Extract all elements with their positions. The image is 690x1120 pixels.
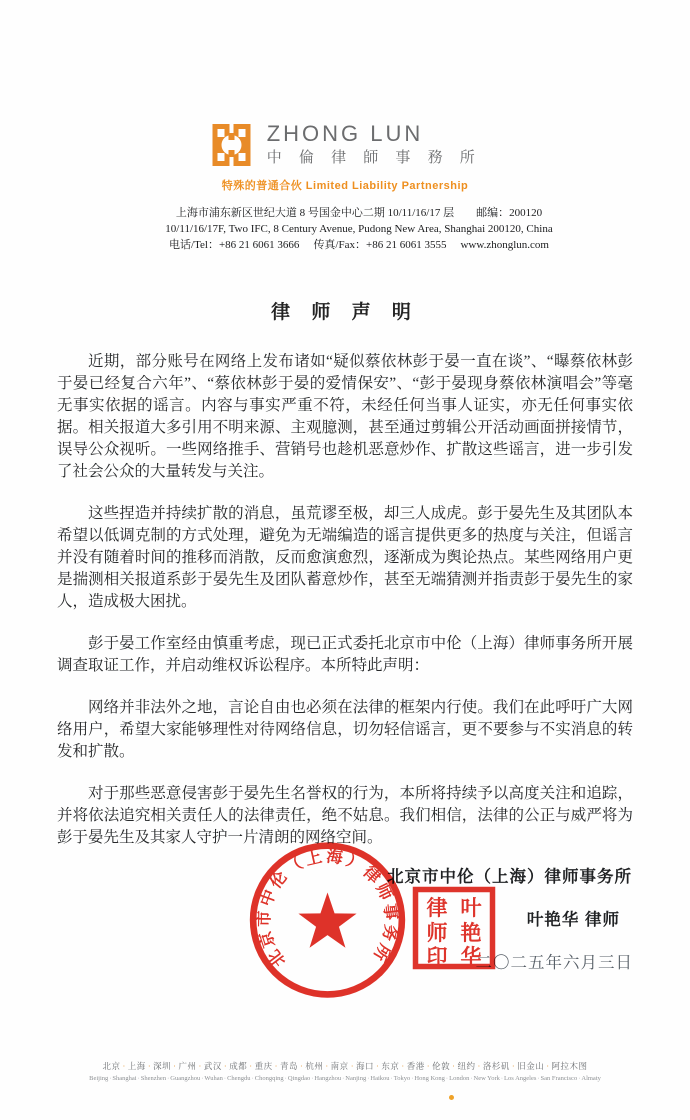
city-separator-dot: · <box>367 1075 370 1082</box>
city-name: 重庆 <box>254 1061 273 1071</box>
firm-name-block <box>267 122 482 168</box>
city-name: Hangzhou <box>314 1075 342 1082</box>
firm-address-block <box>14 206 690 253</box>
office-cities-footer <box>0 1060 690 1082</box>
city-name: 广州 <box>178 1061 197 1071</box>
city-name: 杭州 <box>305 1061 324 1071</box>
city-separator-dot: · <box>477 1061 481 1071</box>
city-separator-dot: · <box>325 1061 329 1071</box>
city-name: 海口 <box>356 1061 375 1071</box>
city-name: Shanghai <box>112 1075 137 1082</box>
fax-number: 传真/Fax：+86 21 6061 3555 <box>313 238 447 251</box>
city-name: San Francisco <box>540 1075 578 1082</box>
city-separator-dot: · <box>249 1061 253 1071</box>
city-name: Almaty <box>581 1075 601 1082</box>
city-name: Hong Kong <box>414 1075 445 1082</box>
firm-logo <box>0 121 690 169</box>
seal-char: 律 <box>426 896 448 920</box>
city-separator-dot: · <box>511 1061 516 1071</box>
city-separator-dot: · <box>426 1061 431 1071</box>
address-line-en: 10/11/16/17F, Two IFC, 8 Century Avenue, Pudong New Area, Shanghai 200120, China <box>165 222 553 235</box>
city-separator-dot: · <box>546 1061 550 1071</box>
city-name: 东京 <box>381 1061 400 1071</box>
firm-name-cn: 中 倫 律 師 事 務 所 <box>266 149 482 166</box>
city-separator-dot: · <box>274 1061 278 1071</box>
city-name: 旧金山 <box>517 1061 545 1071</box>
city-separator-dot: · <box>284 1075 287 1082</box>
city-name: London <box>449 1075 470 1082</box>
city-separator-dot: · <box>578 1075 581 1082</box>
city-separator-dot: · <box>401 1061 405 1071</box>
city-separator-dot: · <box>223 1061 228 1071</box>
signature-date: 二〇二五年六月三日 <box>475 953 633 972</box>
city-separator-dot: · <box>173 1061 177 1071</box>
city-separator-dot: · <box>411 1075 414 1082</box>
city-separator-dot: · <box>251 1075 254 1082</box>
contact-line <box>14 238 690 254</box>
city-name: 洛杉矶 <box>482 1061 510 1071</box>
city-separator-dot: · <box>167 1075 170 1082</box>
firm-name-en: ZHONG LUN <box>266 121 424 146</box>
city-separator-dot: · <box>137 1075 140 1082</box>
city-name: Wuhan <box>204 1075 223 1082</box>
city-name: 成都 <box>229 1061 248 1071</box>
letterhead <box>0 121 690 253</box>
city-separator-dot: · <box>470 1075 473 1082</box>
city-name: 上海 <box>127 1061 146 1071</box>
city-name: 纽约 <box>457 1061 476 1071</box>
city-name: 南京 <box>330 1061 349 1071</box>
city-name: 伦敦 <box>432 1061 451 1071</box>
city-name: 深圳 <box>153 1061 172 1071</box>
phone-number: 电话/Tel：+86 21 6061 3666 <box>169 238 300 251</box>
city-name: Shenzhen <box>140 1075 167 1082</box>
scan-artifact-dot <box>449 1095 454 1100</box>
city-separator-dot: · <box>342 1075 345 1082</box>
city-separator-dot: · <box>122 1061 126 1071</box>
website-url: www.zhonglun.com <box>460 238 549 251</box>
city-name: 阿拉木图 <box>551 1061 588 1071</box>
city-separator-dot: · <box>311 1075 314 1082</box>
address-line-cn: 上海市浦东新区世纪大道 8 号国金中心二期 10/11/16/17 层 邮编：200120 <box>175 207 543 219</box>
signature-lawyer-name: 叶艳华 律师 <box>526 911 620 929</box>
statement-paragraph-2: 这些捏造并持续扩散的消息，虽荒谬至极，却三人成虎。彭于晏先生及其团队本希望以低调克制的方式处理，避免为无端编造的谣言提供更多的热度与关注，但谣言并没有随着时间的推移而消散，反而愈演愈烈，逐渐成为舆论热点。某些网络用户更是揣测相关报道系彭于晏先生及团队蓄意炒作，甚至无端猜测并指责彭于晏先生的家人，造成极大困扰。 <box>57 505 633 610</box>
city-separator-dot: · <box>147 1061 152 1071</box>
statement-paragraph-5: 对于那些恶意侵害彭于晏先生名誉权的行为，本所将持续予以高度关注和追踪，并将依法追究相关责任人的法律责任，绝不姑息。我们相信，法律的公正与威严将为彭于晏先生及其家人守护一片清朗的网络空间。 <box>57 785 633 846</box>
city-name: 香港 <box>406 1061 425 1071</box>
city-separator-dot: · <box>445 1075 449 1082</box>
city-name: 武汉 <box>203 1061 222 1071</box>
city-separator-dot: · <box>198 1061 202 1071</box>
city-name: Haikou <box>370 1075 390 1082</box>
statement-paragraph-4: 网络并非法外之地，言论自由也必须在法律的框架内行使。我们在此呼吁广大网络用户，希望大家能够理性对待网络信息，切勿轻信谣言，更不要参与不实消息的转发和扩散。 <box>57 699 633 760</box>
seal-char: 华 <box>460 945 482 969</box>
zhonglun-logo-icon <box>209 121 254 169</box>
seal-char: 叶 <box>460 896 482 920</box>
seal-star-icon <box>298 893 356 948</box>
firm-tagline: 特殊的普通合伙 Limited Liability Partnership <box>221 180 469 192</box>
statement-body <box>57 351 633 869</box>
city-name: Chengdu <box>227 1075 251 1082</box>
signature-firm-name: 北京市中伦（上海）律师事务所 <box>387 868 632 886</box>
city-name: Tokyo <box>393 1075 411 1082</box>
cities-list-cn <box>0 1060 690 1072</box>
city-separator-dot: · <box>500 1075 504 1082</box>
city-name: 青岛 <box>279 1061 298 1071</box>
city-name: Qingdao <box>287 1075 311 1082</box>
city-name: New York <box>473 1075 500 1082</box>
document-title: 律 师 声 明 <box>271 302 419 323</box>
city-name: Los Angeles <box>504 1075 537 1082</box>
lawyer-square-seal <box>412 886 496 970</box>
city-separator-dot: · <box>299 1061 304 1071</box>
round-official-seal <box>246 836 409 1002</box>
city-name: Beijing <box>89 1075 109 1082</box>
seal-char: 师 <box>426 921 448 945</box>
statement-paragraph-3: 彭于晏工作室经由慎重考虑，现已正式委托北京市中伦（上海）律师事务所开展调查取证工作，并启动维权诉讼程序。本所特此声明： <box>57 635 633 674</box>
round-seal-text: 北京市中伦（上海）律师事务所 <box>254 846 402 971</box>
statement-paragraph-1: 近期，部分账号在网络上发布诸如“疑似蔡依林彭于晏一直在谈”、“曝蔡依林彭于晏已经复合六年”、“蔡依林彭于晏的爱情保安”、“彭于晏现身蔡依林演唱会”等毫无事实依据的谣言。内容与事实严重不符，未经任何当事人证实，亦无任何事实依据。相关报道大多引用不明来源、主观臆测，甚至通过剪辑公开活动画面拼接情节，误导公众视听。一些网络推手、营销号也趁机恶意炒作、扩散这些谣言，进一步引发了社会公众的大量转发与关注。 <box>57 353 633 480</box>
cities-list-en <box>0 1075 690 1082</box>
city-name: Guangzhou <box>170 1075 201 1082</box>
city-separator-dot: · <box>452 1061 456 1071</box>
city-separator-dot: · <box>537 1075 540 1082</box>
city-name: Chongqing <box>254 1075 284 1082</box>
city-separator-dot: · <box>390 1075 393 1082</box>
city-separator-dot: · <box>201 1075 204 1082</box>
seal-char: 印 <box>426 945 448 969</box>
city-name: 北京 <box>102 1061 121 1071</box>
city-separator-dot: · <box>109 1075 112 1082</box>
city-separator-dot: · <box>376 1061 380 1071</box>
city-name: Nanjing <box>345 1075 367 1082</box>
seal-char: 艳 <box>460 921 482 945</box>
city-separator-dot: · <box>223 1075 227 1082</box>
city-separator-dot: · <box>350 1061 355 1071</box>
